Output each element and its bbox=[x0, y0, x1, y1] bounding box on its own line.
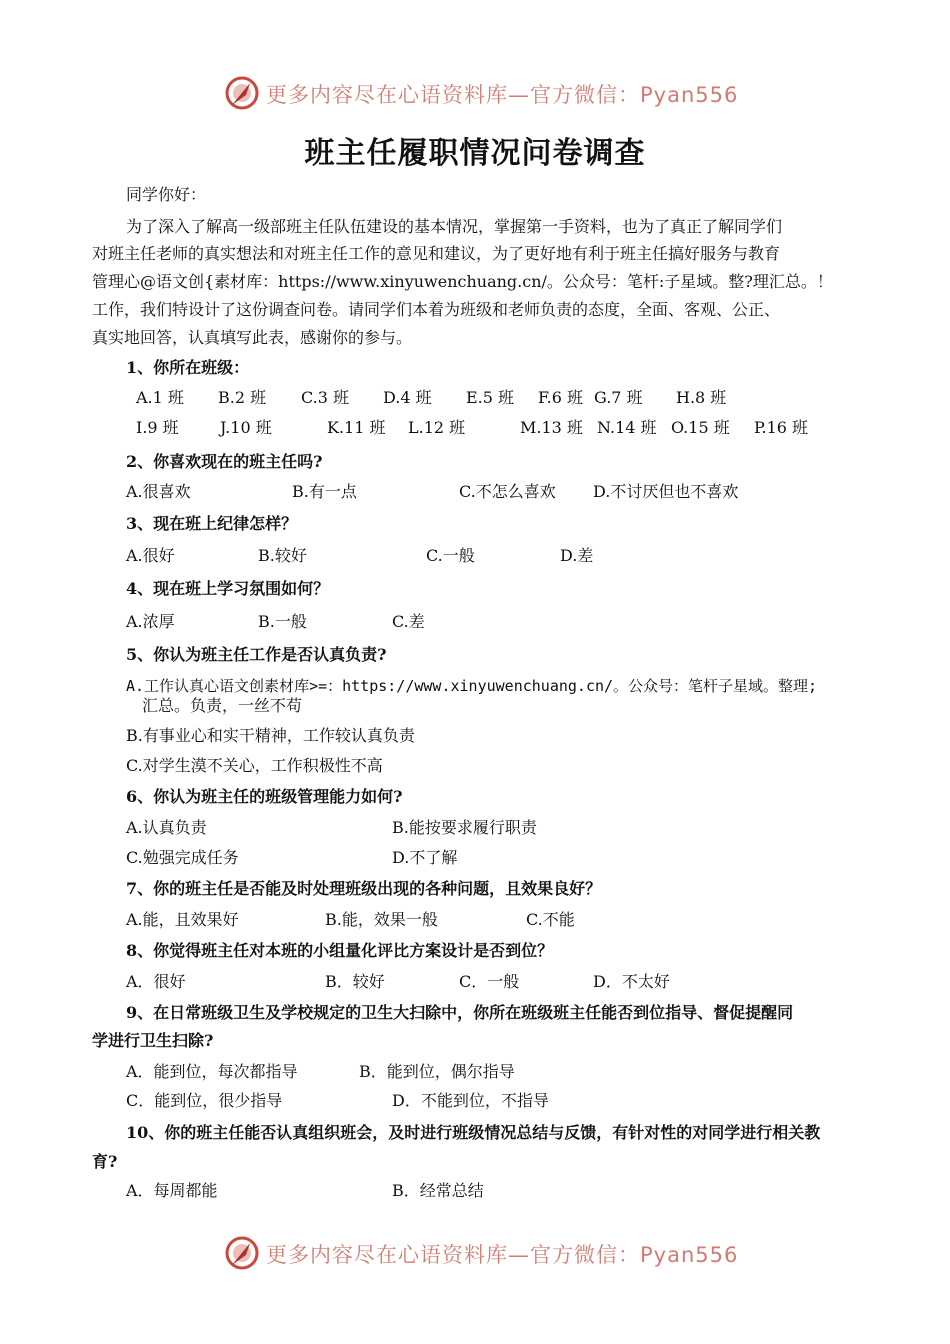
quill-logo-icon bbox=[224, 1235, 260, 1271]
option[interactable]: B.有一点 bbox=[292, 482, 357, 501]
intro-line: 真实地回答，认真填写此表，感谢你的参与。 bbox=[92, 328, 413, 347]
option[interactable]: B.能，效果一般 bbox=[325, 910, 438, 929]
question-10-continuation: 育? bbox=[92, 1152, 118, 1171]
option[interactable]: A.认真负责 bbox=[126, 818, 207, 837]
option[interactable]: A.很喜欢 bbox=[126, 482, 191, 501]
option[interactable]: A．很好 bbox=[126, 972, 186, 991]
question-10: 10、你的班主任能否认真组织班会，及时进行班级情况总结与反馈，有针对性的对同学进行相关教 bbox=[126, 1123, 821, 1142]
option[interactable]: A.浓厚 bbox=[126, 612, 175, 631]
option[interactable]: D.不讨厌但也不喜欢 bbox=[593, 482, 739, 501]
option[interactable]: A.1 班 bbox=[136, 388, 184, 407]
greeting: 同学你好： bbox=[126, 185, 207, 204]
option[interactable]: C.对学生漠不关心，工作积极性不高 bbox=[126, 756, 383, 775]
option[interactable]: B.一般 bbox=[258, 612, 307, 631]
option[interactable]: B．经常总结 bbox=[392, 1181, 484, 1200]
option[interactable]: G.7 班 bbox=[594, 388, 643, 407]
question-7: 7、你的班主任是否能及时处理班级出现的各种问题，且效果良好？ bbox=[126, 879, 602, 898]
option[interactable]: D.4 班 bbox=[383, 388, 432, 407]
option[interactable]: D．不太好 bbox=[593, 972, 670, 991]
watermark-text: 更多内容尽在心语资料库—官方微信：Pyan556 bbox=[266, 83, 739, 107]
option[interactable]: A.能，且效果好 bbox=[126, 910, 239, 929]
option[interactable]: O.15 班 bbox=[671, 418, 730, 437]
option[interactable]: H.8 班 bbox=[676, 388, 727, 407]
page-title: 班主任履职情况问卷调查 bbox=[304, 136, 646, 171]
intro-line: 管理心@语文创{素材库：https://www.xinyuwenchuang.cn/。公众号：笔杆:子星域。整?理汇总。！ bbox=[92, 272, 833, 291]
question-8: 8、你觉得班主任对本班的小组量化评比方案设计是否到位？ bbox=[126, 941, 554, 960]
option[interactable]: C．能到位，很少指导 bbox=[126, 1091, 283, 1110]
intro-line: 为了深入了解高一级部班主任队伍建设的基本情况，掌握第一手资料，也为了真正了解同学们 bbox=[126, 217, 783, 236]
option[interactable]: B.2 班 bbox=[218, 388, 267, 407]
option[interactable]: B.能按要求履行职责 bbox=[392, 818, 537, 837]
option[interactable]: D．不能到位，不指导 bbox=[392, 1091, 549, 1110]
option[interactable]: N.14 班 bbox=[597, 418, 657, 437]
quill-logo-icon bbox=[224, 75, 260, 111]
question-2: 2、你喜欢现在的班主任吗? bbox=[126, 452, 323, 471]
option[interactable]: C.一般 bbox=[426, 546, 475, 565]
option[interactable]: F.6 班 bbox=[538, 388, 583, 407]
question-1: 1、你所在班级： bbox=[126, 358, 250, 377]
option[interactable]: C.不怎么喜欢 bbox=[459, 482, 556, 501]
option[interactable]: B．能到位，偶尔指导 bbox=[359, 1062, 515, 1081]
question-4: 4、现在班上学习氛围如何？ bbox=[126, 579, 330, 598]
question-9-continuation: 学进行卫生扫除? bbox=[92, 1031, 214, 1050]
question-5: 5、你认为班主任工作是否认真负责? bbox=[126, 645, 387, 664]
option[interactable]: K.11 班 bbox=[327, 418, 386, 437]
watermark-banner-top bbox=[0, 73, 950, 113]
question-3: 3、现在班上纪律怎样？ bbox=[126, 514, 298, 533]
option[interactable]: C.不能 bbox=[526, 910, 575, 929]
intro-line: 工作，我们特设计了这份调查问卷。请同学们本着为班级和老师负责的态度，全面、客观、公正、 bbox=[92, 300, 781, 319]
option[interactable]: C．一般 bbox=[459, 972, 520, 991]
option[interactable]: B．较好 bbox=[325, 972, 385, 991]
option[interactable]: M.13 班 bbox=[520, 418, 583, 437]
option[interactable]: D.差 bbox=[560, 546, 594, 565]
option[interactable]: E.5 班 bbox=[466, 388, 515, 407]
option[interactable]: A．每周都能 bbox=[126, 1181, 218, 1200]
option[interactable]: J.10 班 bbox=[220, 418, 272, 437]
option[interactable]: L.12 班 bbox=[408, 418, 466, 437]
option[interactable]: A．能到位，每次都指导 bbox=[126, 1062, 298, 1081]
option[interactable]: C.差 bbox=[392, 612, 425, 631]
option[interactable]: A.很好 bbox=[126, 546, 175, 565]
question-6: 6、你认为班主任的班级管理能力如何? bbox=[126, 787, 403, 806]
option[interactable]: C.勉强完成任务 bbox=[126, 848, 239, 867]
option[interactable]: A.工作认真心语文创素材库>=：https://www.xinyuwenchuang.cn/。公众号：笔杆子星域。整理; bbox=[126, 677, 818, 695]
option[interactable]: C.3 班 bbox=[301, 388, 350, 407]
intro-line: 对班主任老师的真实想法和对班主任工作的意见和建议，为了更好地有利于班主任搞好服务与教育 bbox=[92, 244, 781, 263]
option[interactable]: B.有事业心和实干精神，工作较认真负责 bbox=[126, 726, 415, 745]
option-continuation: 汇总。负责，一丝不苟 bbox=[142, 696, 303, 715]
watermark-text: 更多内容尽在心语资料库—官方微信：Pyan556 bbox=[266, 1243, 739, 1267]
option[interactable]: D.不了解 bbox=[392, 848, 458, 867]
watermark-banner-bottom bbox=[0, 1233, 950, 1273]
option[interactable]: I.9 班 bbox=[136, 418, 179, 437]
option[interactable]: B.较好 bbox=[258, 546, 307, 565]
question-9: 9、在日常班级卫生及学校规定的卫生大扫除中，你所在班级班主任能否到位指导、督促提醒同 bbox=[126, 1003, 794, 1022]
option[interactable]: P.16 班 bbox=[754, 418, 809, 437]
